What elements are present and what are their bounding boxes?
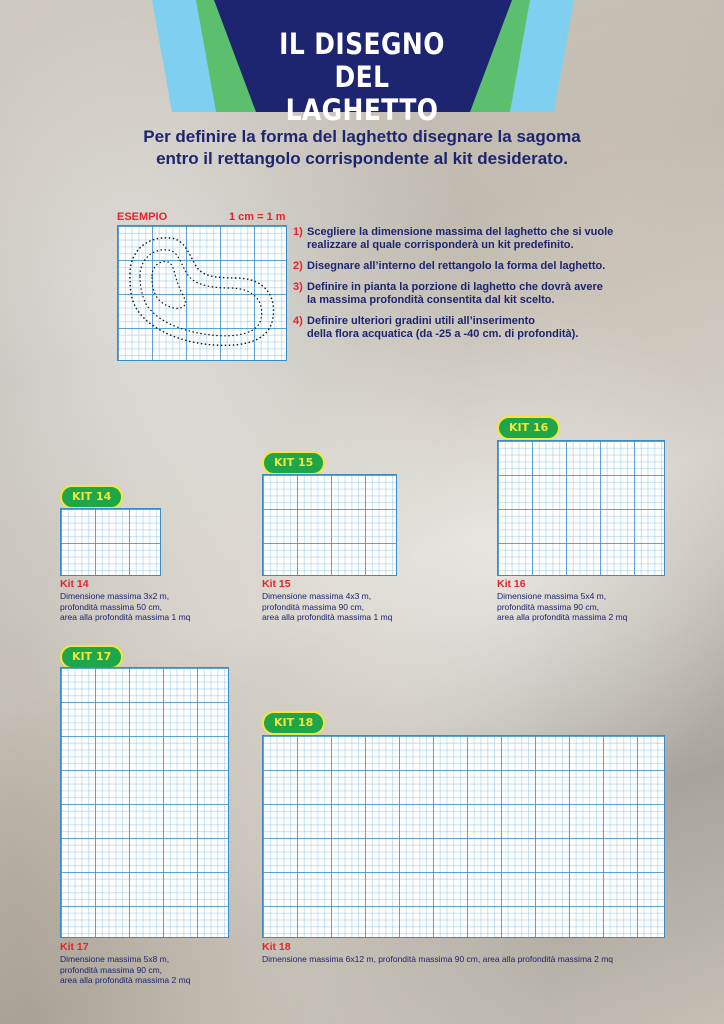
kit-detail: area alla profondità massima 2 mq <box>497 612 628 622</box>
kit-detail: profondità massima 50 cm, <box>60 601 163 612</box>
page-subtitle <box>120 126 604 170</box>
title-line-2: DEL LAGHETTO <box>285 60 439 127</box>
title-line-1: IL DISEGNO <box>279 27 445 61</box>
instruction-step-3 <box>293 281 633 307</box>
kit-detail: Dimensione massima 6x12 m, profondità massima 90 cm, area alla profondità massima 2 mq <box>262 954 614 964</box>
kit-15-caption <box>262 578 462 623</box>
subtitle-line-2: entro il rettangolo corrispondente al kit desiderato. <box>156 149 568 168</box>
kit-detail: Dimensione massima 5x4 m, <box>497 591 607 601</box>
step-number: 4) <box>293 315 303 327</box>
kit-title: Kit 14 <box>60 578 89 590</box>
kit-14-caption <box>60 578 250 623</box>
kit-detail: Dimensione massima 3x2 m, <box>60 591 170 601</box>
kit-detail: area alla profondità massima 1 mq <box>60 612 191 622</box>
kit-title: Kit 16 <box>497 578 526 590</box>
instruction-step-2 <box>293 260 633 273</box>
kit-detail: profondità massima 90 cm, <box>262 601 365 612</box>
instruction-step-4 <box>293 315 633 341</box>
kit-17-badge: KIT 17 <box>60 645 123 669</box>
kit-15-grid[interactable] <box>262 474 397 576</box>
instruction-step-1 <box>293 226 633 252</box>
kit-18-caption <box>262 941 682 965</box>
kit-detail: Dimensione massima 5x8 m, <box>60 954 170 964</box>
kit-15-badge: KIT 15 <box>262 451 325 475</box>
kit-16-grid[interactable] <box>497 440 665 576</box>
page-title <box>276 28 448 127</box>
kit-detail: area alla profondità massima 1 mq <box>262 612 393 622</box>
step-text: Definire in pianta la porzione di laghetto che dovrà avere la massima profondità consentita dal kit scelto. <box>307 281 603 306</box>
kit-17-caption <box>60 941 250 986</box>
kit-16-caption <box>497 578 697 623</box>
step-number: 2) <box>293 260 303 272</box>
subtitle-line-1: Per definire la forma del laghetto disegnare la sagoma <box>143 127 581 146</box>
example-pond-outline <box>118 226 288 362</box>
kit-detail: area alla profondità massima 2 mq <box>60 975 191 985</box>
kit-18-grid[interactable] <box>262 735 665 938</box>
kit-title: Kit 15 <box>262 578 291 590</box>
kit-title: Kit 18 <box>262 941 291 953</box>
step-number: 3) <box>293 281 303 293</box>
kit-detail: Dimensione massima 4x3 m, <box>262 591 372 601</box>
example-label: ESEMPIO <box>117 211 168 223</box>
kit-14-grid[interactable] <box>60 508 161 576</box>
step-text: Scegliere la dimensione massima del laghetto che si vuole realizzare al quale corrisponderà un kit predefinito. <box>307 226 614 251</box>
kit-17-grid[interactable] <box>60 667 229 938</box>
kit-18-badge: KIT 18 <box>262 711 325 735</box>
step-text: Disegnare all’interno del rettangolo la forma del laghetto. <box>307 260 606 272</box>
kit-detail: profondità massima 90 cm, <box>60 964 163 975</box>
kit-title: Kit 17 <box>60 941 89 953</box>
example-grid <box>117 225 287 361</box>
step-text: Definire ulteriori gradini utili all’inserimento della flora acquatica (da -25 a -40 cm. di profondità). <box>307 315 579 340</box>
instructions-list <box>293 226 633 349</box>
kit-14-badge: KIT 14 <box>60 485 123 509</box>
kit-16-badge: KIT 16 <box>497 416 560 440</box>
scale-label: 1 cm = 1 m <box>229 211 286 223</box>
step-number: 1) <box>293 226 303 238</box>
kit-detail: profondità massima 90 cm, <box>497 601 600 612</box>
